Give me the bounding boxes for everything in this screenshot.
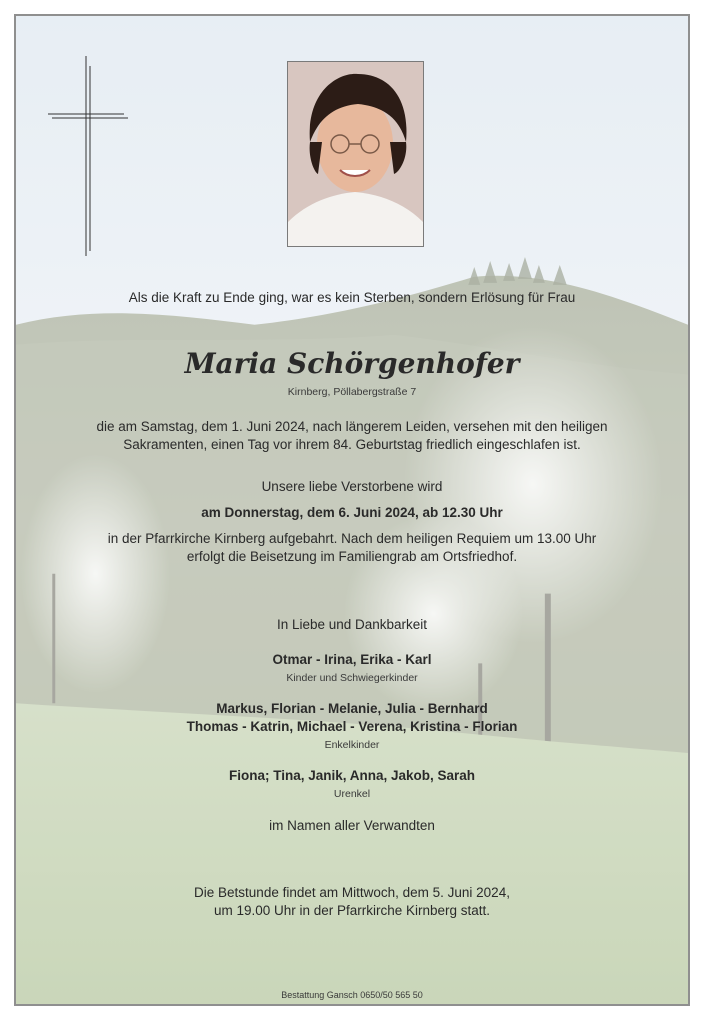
death-notice-line-2: Sakramenten, einen Tag vor ihrem 84. Geburtstag friedlich eingeschlafen ist. (123, 437, 581, 452)
mourners-heading: In Liebe und Dankbarkeit (276, 617, 428, 632)
funeral-line-2: erfolgt die Beisetzung im Familiengrab am Ortsfriedhof. (186, 549, 518, 564)
great-grandchildren-label: Urenkel (333, 788, 371, 800)
relatives-text: im Namen aller Verwandten (269, 818, 435, 833)
portrait-photo (287, 61, 424, 247)
obituary-card (14, 14, 690, 1006)
funeral-date: am Donnerstag, dem 6. Juni 2024, ab 12.30 Uhr (201, 505, 503, 520)
death-notice-line-1: die am Samstag, dem 1. Juni 2024, nach längerem Leiden, versehen mit den heiligen (96, 419, 608, 434)
cross-icon (48, 56, 128, 256)
grandchildren-line-1: Markus, Florian - Melanie, Julia - Bernhard (216, 701, 488, 716)
prayer-line-1: Die Betstunde findet am Mittwoch, dem 5. Juni 2024, (194, 885, 510, 900)
grandchildren-line-2: Thomas - Katrin, Michael - Verena, Kristina - Florian (186, 719, 518, 734)
deceased-name: Maria Schörgenhofer (184, 347, 520, 380)
intro-text: Als die Kraft zu Ende ging, war es kein Sterben, sondern Erlösung für Frau (128, 290, 576, 305)
children-names: Otmar - Irina, Erika - Karl (272, 652, 432, 667)
portrait-image (288, 62, 423, 246)
funeral-intro: Unsere liebe Verstorbene wird (261, 479, 443, 494)
children-label: Kinder und Schwiegerkinder (286, 672, 418, 684)
deceased-address: Kirnberg, Pöllabergstraße 7 (287, 386, 417, 398)
funeral-line-1: in der Pfarrkirche Kirnberg aufgebahrt. Nach dem heiligen Requiem um 13.00 Uhr (107, 531, 597, 546)
great-grandchildren-names: Fiona; Tina, Janik, Anna, Jakob, Sarah (228, 768, 476, 783)
prayer-line-2: um 19.00 Uhr in der Pfarrkirche Kirnberg statt. (213, 903, 491, 918)
grandchildren-label: Enkelkinder (324, 739, 380, 751)
funeral-home-footer: Bestattung Gansch 0650/50 565 50 (281, 990, 423, 1000)
